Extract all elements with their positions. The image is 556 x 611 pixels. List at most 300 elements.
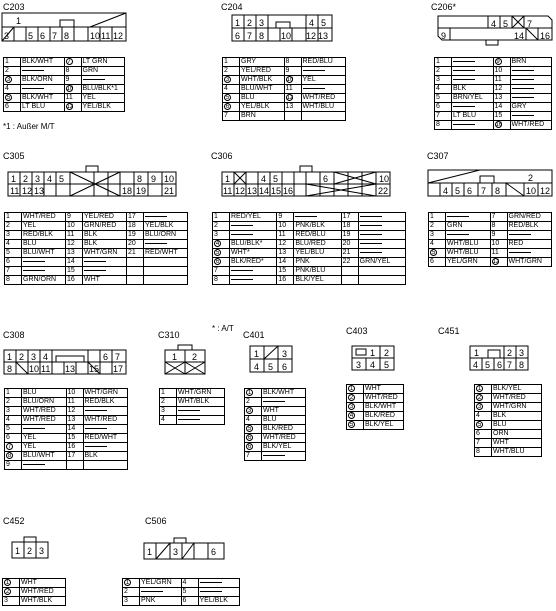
pin-label: 2 — [247, 18, 253, 28]
pin-label: 2 — [192, 352, 198, 362]
pin-number: 16 — [66, 276, 83, 285]
pin-label: 7 — [527, 19, 533, 29]
pinout-table-c310 — [159, 388, 225, 425]
wire-color: WHT* — [230, 249, 277, 258]
pin-label: 4 — [43, 352, 49, 362]
wire-color: WHT/GRN — [177, 389, 225, 398]
pin-number: 16 — [277, 276, 294, 285]
pinout-row — [123, 579, 240, 588]
wire-color: BLK/YEL — [364, 421, 404, 430]
pinout-row — [347, 385, 404, 394]
pin-label: 5 — [455, 186, 461, 196]
pin-number: 15 — [277, 267, 294, 276]
wire-color: BLU/BLK*1 — [81, 85, 125, 94]
wire-color: WHT/RED — [510, 121, 552, 130]
pin-number — [341, 276, 358, 285]
wire-color — [358, 231, 405, 240]
pin-label: 11 — [101, 31, 111, 41]
pinout-row — [160, 389, 225, 398]
pinout-row — [435, 94, 552, 103]
pinout-row — [429, 222, 552, 231]
connector-c305 — [0, 148, 210, 323]
pin-label: 7 — [115, 352, 121, 362]
pin-label: 4 — [254, 362, 260, 372]
pin-number: 7 — [64, 58, 81, 67]
wire-color — [230, 267, 277, 276]
pin-label: 5 — [485, 360, 491, 370]
pin-label: 8 — [64, 31, 70, 41]
wire-color — [452, 121, 494, 130]
pin-number: 2 — [223, 67, 240, 76]
pin-number: 1 — [213, 213, 230, 222]
wire-color — [198, 579, 240, 588]
connector-c204 — [218, 0, 348, 130]
wire-color — [22, 267, 66, 276]
pin-number: 12 — [493, 85, 510, 94]
pin-label: 8 — [495, 186, 501, 196]
pin-number: 9 — [284, 67, 301, 76]
pin-number: 5 — [347, 421, 364, 430]
pinout-row — [475, 394, 542, 403]
wire-color: RED/BLU — [301, 58, 346, 67]
pin-label: 11 — [41, 364, 51, 374]
pin-number: 8 — [490, 222, 507, 231]
pinout-row — [245, 416, 306, 425]
pin-number: 6 — [5, 434, 22, 443]
pin-number: 2 — [4, 67, 21, 76]
pin-label: 6 — [103, 352, 109, 362]
pin-number: 7 — [475, 439, 492, 448]
pin-number: 7 — [435, 112, 452, 121]
connector-label: C305 — [3, 151, 25, 161]
pin-number: 3 — [5, 231, 22, 240]
wire-color: BLK/YEL — [492, 385, 542, 394]
pin-label: 2 — [27, 546, 33, 556]
pin-number: 6 — [435, 103, 452, 112]
pin-label: 10 — [379, 174, 390, 184]
pinout-row — [5, 416, 128, 425]
pin-number: 6 — [429, 258, 446, 267]
pinout-row — [123, 588, 240, 597]
pinout-row — [160, 407, 225, 416]
pin-label: 13 — [34, 186, 45, 196]
wire-color: BLU/BLK* — [230, 240, 277, 249]
pin-number: 1 — [5, 213, 22, 222]
pin-label: 3 — [31, 352, 37, 362]
pin-number: 18 — [341, 222, 358, 231]
pin-number: 4 — [223, 85, 240, 94]
connector-label: C306 — [211, 151, 233, 161]
wire-color: BLK — [83, 240, 127, 249]
pin-label: 5 — [28, 31, 34, 41]
connector-label: C206* — [431, 2, 457, 12]
wire-color: WHT/RED — [301, 94, 346, 103]
wire-color: BLK/YEL — [294, 276, 341, 285]
pin-number: 21 — [341, 249, 358, 258]
pin-label: 12 — [306, 31, 317, 41]
wire-color: YEL/BLK — [81, 103, 125, 112]
pinout-row — [435, 112, 552, 121]
pin-number: 19 — [341, 231, 358, 240]
pin-number: 9 — [66, 213, 83, 222]
pinout-row — [223, 85, 346, 94]
pinout-row — [223, 112, 346, 121]
pin-number: 13 — [66, 249, 83, 258]
pin-label: 10 — [164, 174, 175, 184]
wire-color: WHT/BLU — [301, 103, 346, 112]
wire-color: WHT/RED — [22, 407, 67, 416]
pinout-row — [429, 240, 552, 249]
pinout-row — [4, 94, 125, 103]
pinout-row — [5, 452, 128, 461]
wire-color: WHT/BLK — [177, 398, 225, 407]
pin-number: 3 — [123, 597, 140, 606]
wire-color: BRN/YEL — [452, 94, 494, 103]
wire-color — [83, 443, 128, 452]
wire-color — [177, 416, 225, 425]
pin-number: 4 — [160, 416, 177, 425]
pin-number: 17 — [127, 213, 144, 222]
connector-label: C307 — [427, 151, 449, 161]
pin-number: 6 — [475, 430, 492, 439]
pin-label: 16 — [283, 186, 294, 196]
wire-color: BLU/WHT — [240, 85, 285, 94]
pin-label: 3 — [4, 31, 10, 41]
connector-c306 — [208, 148, 423, 338]
wire-color: LT GRN — [81, 58, 125, 67]
pin-number: 7 — [5, 267, 22, 276]
pin-number: 13 — [277, 249, 294, 258]
pin-number: 15 — [66, 434, 83, 443]
connector-c451-face — [434, 322, 556, 382]
pin-number: 2 — [347, 394, 364, 403]
wire-color: BLK/WHT — [21, 58, 65, 67]
wire-color: BLK/YEL — [262, 443, 306, 452]
wire-color — [358, 240, 405, 249]
wire-color — [83, 267, 127, 276]
pinout-row — [435, 76, 552, 85]
pin-number: 6 — [181, 597, 198, 606]
wire-color: RED/WHT — [83, 434, 128, 443]
pin-label: 11 — [10, 186, 20, 196]
wire-color — [83, 425, 128, 434]
pinout-row — [347, 403, 404, 412]
pin-number: 12 — [490, 258, 507, 267]
pinout-row — [475, 439, 542, 448]
pin-label: 8 — [137, 174, 143, 184]
pin-number: 5 — [5, 425, 22, 434]
pin-label: 13 — [318, 31, 329, 41]
connector-label: C451 — [438, 326, 460, 336]
pin-number: 9 — [5, 461, 22, 470]
pin-number — [341, 267, 358, 276]
wire-color: GRY — [510, 103, 552, 112]
pin-number: 5 — [435, 94, 452, 103]
pinout-row — [475, 403, 542, 412]
pin-label: 8 — [259, 31, 265, 41]
wire-color: BRN — [510, 58, 552, 67]
pin-number: 5 — [223, 94, 240, 103]
pinout-row — [245, 389, 306, 398]
wire-color — [198, 588, 240, 597]
pin-number: 8 — [435, 121, 452, 130]
wire-color: WHT/GRN — [83, 389, 128, 398]
pinout-row — [223, 103, 346, 112]
pin-number: 12 — [66, 407, 83, 416]
pin-number: 4 — [429, 240, 446, 249]
pin-number: 14 — [66, 425, 83, 434]
pin-number: 7 — [223, 112, 240, 121]
wire-color: WHT/BLU — [492, 448, 542, 457]
wire-color — [510, 85, 552, 94]
wire-color: GRN/RED — [83, 222, 127, 231]
wire-color: ORN — [492, 430, 542, 439]
wire-color: BLU — [240, 94, 285, 103]
pin-number: 12 — [64, 103, 81, 112]
wire-color: BLK/RED* — [230, 258, 277, 267]
pinout-row — [4, 103, 125, 112]
pin-label: 5 — [321, 18, 327, 28]
pin-label: 12 — [540, 186, 551, 196]
pin-number: 16 — [66, 443, 83, 452]
pinout-row — [475, 421, 542, 430]
pin-label: 6 — [323, 174, 329, 184]
pin-label: 1 — [254, 349, 260, 359]
pin-label: 10 — [29, 364, 40, 374]
wire-color: WHT/RED — [22, 416, 67, 425]
pin-label: 18 — [122, 186, 133, 196]
wire-color: BLK — [83, 452, 128, 461]
pin-number: 3 — [5, 407, 22, 416]
pin-number: 1 — [123, 579, 140, 588]
wire-color: WHT/RED — [20, 588, 66, 597]
pin-number: 5 — [5, 249, 22, 258]
pin-number: 7 — [213, 267, 230, 276]
wire-color — [262, 398, 306, 407]
wire-color — [358, 267, 405, 276]
pinout-row — [4, 85, 125, 94]
pinout-row — [435, 121, 552, 130]
wire-color — [230, 231, 277, 240]
pin-number: 3 — [223, 76, 240, 85]
pin-number: 11 — [493, 76, 510, 85]
wire-color: BLU/ORN — [22, 398, 67, 407]
pin-number: 3 — [347, 403, 364, 412]
pin-label: 5 — [268, 362, 274, 372]
wire-color — [83, 407, 128, 416]
pin-number: 12 — [66, 240, 83, 249]
wire-color — [510, 112, 552, 121]
wire-color: RED/BLK — [22, 231, 66, 240]
wire-color — [144, 276, 188, 285]
wire-color: WHT — [262, 407, 306, 416]
wire-color: WHT/RED — [83, 416, 128, 425]
wire-color — [22, 461, 67, 470]
pin-label: 1 — [15, 546, 21, 556]
wire-color — [452, 103, 494, 112]
pinout-row — [213, 240, 406, 249]
wire-color: WHT/BLK — [20, 597, 66, 606]
pin-label: 1 — [235, 18, 241, 28]
connector-label: C403 — [346, 326, 368, 336]
pin-label: 7 — [247, 31, 253, 41]
pin-number: 1 — [5, 389, 22, 398]
pin-number: 6 — [213, 258, 230, 267]
pin-label: 9 — [441, 31, 447, 41]
pin-label: 9 — [151, 174, 157, 184]
wire-color: BLU/RED — [294, 240, 341, 249]
pin-label: 4 — [443, 186, 449, 196]
pinout-row — [435, 103, 552, 112]
wire-color: BLU — [262, 416, 306, 425]
pin-number: 10 — [66, 389, 83, 398]
footnote: * : A/T — [212, 324, 234, 333]
pin-label: 5 — [273, 174, 279, 184]
pin-label: 2 — [528, 173, 534, 183]
pin-label: 10 — [90, 31, 101, 41]
wire-color: YEL — [81, 94, 125, 103]
pinout-row — [5, 443, 128, 452]
pinout-row — [347, 412, 404, 421]
pinout-row — [245, 434, 306, 443]
wire-color: RED/BLK — [507, 222, 552, 231]
pinout-table-c307 — [428, 212, 552, 267]
pin-label: 14 — [259, 186, 270, 196]
wire-color: RED/BLU — [294, 231, 341, 240]
wire-color: BLK/WHT — [364, 403, 404, 412]
pinout-row — [123, 597, 240, 606]
pinout-row — [4, 58, 125, 67]
pinout-row — [5, 398, 128, 407]
pin-number: 5 — [475, 421, 492, 430]
connector-label: C401 — [243, 330, 265, 340]
wire-color — [140, 588, 182, 597]
connector-label: C308 — [3, 330, 25, 340]
pin-number: 11 — [284, 85, 301, 94]
wire-color — [452, 67, 494, 76]
pinout-row — [5, 231, 188, 240]
pinout-row — [223, 94, 346, 103]
pin-number: 1 — [3, 579, 20, 588]
pin-number: 3 — [435, 76, 452, 85]
pin-number: 5 — [181, 588, 198, 597]
pinout-row — [5, 249, 188, 258]
pin-number: 4 — [181, 579, 198, 588]
pin-label: 2 — [19, 352, 25, 362]
pin-label: 3 — [282, 349, 288, 359]
wire-color: BLU/WHT — [22, 452, 67, 461]
connector-label: C203 — [3, 2, 25, 12]
pinout-row — [5, 461, 128, 470]
pin-label: 13 — [65, 364, 76, 374]
wire-color: YEL/GRN — [446, 258, 491, 267]
wire-color: BLU — [492, 421, 542, 430]
wire-color — [358, 249, 405, 258]
wire-color: LT BLU — [452, 112, 494, 121]
connector-c452 — [0, 512, 80, 611]
pin-label: 1 — [7, 352, 13, 362]
wire-color — [452, 58, 494, 67]
pin-number: 3 — [429, 231, 446, 240]
pin-number: 7 — [5, 443, 22, 452]
pin-number: 13 — [493, 94, 510, 103]
pinout-table-c403 — [346, 384, 404, 430]
wire-color — [144, 240, 188, 249]
wire-color: YEL/GRN — [140, 579, 182, 588]
pin-label: 3 — [519, 348, 525, 358]
pin-number: 11 — [66, 398, 83, 407]
pinout-table-c203 — [3, 57, 125, 112]
connector-label: C506 — [145, 516, 167, 526]
connector-c506-face — [118, 512, 268, 562]
connector-c403 — [340, 322, 410, 442]
pin-label: 17 — [113, 364, 124, 374]
pin-label: 21 — [164, 186, 175, 196]
pin-label: 6 — [211, 547, 217, 557]
wire-color: BLK — [492, 412, 542, 421]
wire-color: YEL/BLK — [240, 103, 285, 112]
pinout-row — [213, 222, 406, 231]
pin-label: 2 — [23, 174, 29, 184]
pin-number: 5 — [429, 249, 446, 258]
pinout-row — [475, 430, 542, 439]
pin-number: 1 — [435, 58, 452, 67]
pinout-row — [347, 394, 404, 403]
pinout-table-c452 — [2, 578, 66, 606]
pin-label: 3 — [259, 18, 265, 28]
pinout-row — [213, 276, 406, 285]
wire-color: WHT/RED — [22, 213, 66, 222]
pin-number: 14 — [66, 258, 83, 267]
pin-label: 11 — [223, 186, 233, 196]
wire-color — [446, 231, 491, 240]
connector-c307 — [424, 148, 556, 323]
pin-number: 8 — [5, 452, 22, 461]
wire-color — [510, 94, 552, 103]
pin-label: 1 — [147, 547, 153, 557]
pin-number: 10 — [64, 85, 81, 94]
pin-number: 6 — [245, 434, 262, 443]
wire-color: RED — [507, 240, 552, 249]
wire-color: BLK — [452, 85, 494, 94]
wire-color: BLK/ORN — [21, 76, 65, 85]
wire-color: YEL — [22, 443, 67, 452]
wire-color — [507, 249, 552, 258]
wire-color — [230, 222, 277, 231]
wire-color — [83, 258, 127, 267]
wire-color: GRN/RED — [507, 213, 552, 222]
connector-c308 — [0, 326, 140, 481]
pinout-row — [245, 398, 306, 407]
wire-color: GRN — [81, 67, 125, 76]
wire-color: WHT/BLK — [240, 76, 285, 85]
pin-number: 3 — [160, 407, 177, 416]
pin-label: 15 — [89, 364, 100, 374]
pin-number: 4 — [4, 85, 21, 94]
pin-label: 3 — [39, 546, 45, 556]
pin-number: 5 — [4, 94, 21, 103]
wire-color: WHT — [83, 276, 127, 285]
pin-number: 2 — [123, 588, 140, 597]
pinout-row — [5, 407, 128, 416]
wire-color — [301, 67, 346, 76]
pin-number: 3 — [213, 231, 230, 240]
pinout-row — [223, 76, 346, 85]
pin-label: 12 — [113, 31, 124, 41]
wire-color: WHT — [364, 385, 404, 394]
pinout-row — [5, 276, 188, 285]
pin-number: 10 — [490, 240, 507, 249]
